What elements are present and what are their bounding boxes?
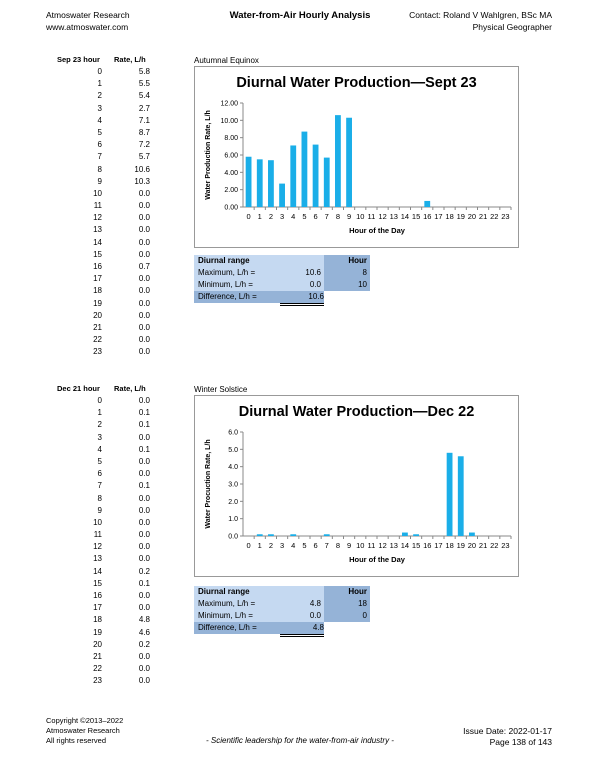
rate-cell: 0.0 xyxy=(138,603,150,613)
website: www.atmoswater.com xyxy=(46,22,129,32)
hour-cell: 20 xyxy=(93,310,102,320)
rate-cell: 4.6 xyxy=(138,627,150,637)
table-row xyxy=(50,164,160,176)
table-row xyxy=(50,115,160,127)
hour-cell: 4 xyxy=(97,115,102,125)
x-tick-label: 20 xyxy=(467,541,477,550)
rate-cell: 0.0 xyxy=(138,651,150,661)
rate-cell: 0.0 xyxy=(138,274,150,284)
rate-cell: 0.1 xyxy=(138,408,150,418)
hour-cell: 5 xyxy=(97,456,102,466)
hour-cell: 13 xyxy=(93,225,102,235)
bar xyxy=(335,115,341,207)
section-label: Autumnal Equinox xyxy=(194,56,259,65)
y-tick-label: 2.0 xyxy=(228,498,238,506)
y-tick-label: 6.00 xyxy=(224,152,238,160)
range-value: 10.6 xyxy=(280,291,324,306)
hour-cell: 22 xyxy=(93,664,102,674)
chart-title: Diurnal Water Production—Dec 22 xyxy=(238,404,475,420)
bar xyxy=(290,534,296,536)
rate-cell: 10.6 xyxy=(134,164,150,174)
table-row xyxy=(50,541,160,553)
x-tick-label: 4 xyxy=(291,541,296,550)
x-tick-label: 2 xyxy=(268,541,274,550)
hour-cell: 14 xyxy=(93,237,102,247)
hour-cell: 12 xyxy=(93,213,102,223)
bar xyxy=(279,184,285,207)
x-tick-label: 15 xyxy=(411,541,421,550)
table-row xyxy=(50,273,160,285)
table-row xyxy=(50,346,160,358)
rate-cell: 0.0 xyxy=(138,676,150,686)
bar xyxy=(257,534,263,536)
hour-cell: 15 xyxy=(93,249,102,259)
chart-dec22 xyxy=(194,395,519,577)
y-tick-label: 8.00 xyxy=(224,135,238,143)
x-tick-label: 14 xyxy=(400,541,410,550)
x-tick-label: 12 xyxy=(378,212,387,221)
x-tick-label: 20 xyxy=(467,212,477,221)
rate-cell: 0.0 xyxy=(138,225,150,235)
hour-cell: 14 xyxy=(93,566,102,576)
table-row xyxy=(50,456,160,468)
y-tick-label: 0.00 xyxy=(224,204,238,212)
chart-dec22-plot xyxy=(195,396,518,576)
hour-cell: 22 xyxy=(93,335,102,345)
rate-cell: 0.0 xyxy=(138,249,150,259)
rate-cell: 0.0 xyxy=(138,493,150,503)
table-row xyxy=(50,78,160,90)
range-value: 0.0 xyxy=(309,280,321,289)
x-tick-label: 17 xyxy=(434,541,443,550)
y-tick-label: 3.0 xyxy=(228,481,238,489)
range-row xyxy=(194,279,370,291)
x-tick-label: 21 xyxy=(478,212,488,221)
rate-cell: 0.0 xyxy=(138,298,150,308)
range-label: Diurnal range xyxy=(198,256,250,265)
table-row xyxy=(50,517,160,529)
range-hour: Hour xyxy=(348,256,367,265)
rate-cell: 0.0 xyxy=(138,286,150,296)
table-row xyxy=(50,493,160,505)
rate-cell: 0.0 xyxy=(138,664,150,674)
hour-cell: 13 xyxy=(93,554,102,564)
table-row xyxy=(50,139,160,151)
bar xyxy=(302,132,308,207)
rate-cell: 0.0 xyxy=(138,591,150,600)
hour-cell: 17 xyxy=(93,603,102,613)
hour-cell: 11 xyxy=(93,201,102,211)
range-label: Minimum, L/h = xyxy=(198,611,253,620)
chart-sept23-plot xyxy=(195,67,518,247)
x-tick-label: 19 xyxy=(456,212,465,221)
range-row xyxy=(194,622,370,634)
hour-cell: 3 xyxy=(97,432,102,442)
hour-cell: 21 xyxy=(93,651,102,661)
x-tick-label: 16 xyxy=(423,212,432,221)
range-row xyxy=(194,255,370,267)
y-axis-label: Water Procuction Rate, L/h xyxy=(205,439,212,529)
range-value: 4.8 xyxy=(280,622,324,637)
range-row xyxy=(194,586,370,598)
table-row xyxy=(50,322,160,334)
rate-cell: 7.1 xyxy=(138,115,150,125)
range-label: Maximum, L/h = xyxy=(198,599,256,608)
table-row xyxy=(50,529,160,541)
x-tick-label: 13 xyxy=(389,541,398,550)
range-value: 10.6 xyxy=(305,268,321,277)
rate-cell: 0.0 xyxy=(138,396,150,405)
table-row xyxy=(50,127,160,139)
chart-title: Diurnal Water Production—Sept 23 xyxy=(236,75,477,91)
hour-cell: 0 xyxy=(97,67,102,76)
table-row xyxy=(50,103,160,115)
y-tick-label: 1.0 xyxy=(228,516,238,524)
rate-cell: 0.0 xyxy=(138,456,150,466)
table-row xyxy=(50,188,160,200)
hourly-rate-list xyxy=(50,66,160,359)
range-value: 4.8 xyxy=(309,599,321,608)
contact: Contact: Roland V Wahlgren, BSc MA xyxy=(409,10,552,20)
table-row xyxy=(50,590,160,602)
hour-cell: 21 xyxy=(93,322,102,332)
range-label: Difference, L/h = xyxy=(198,292,257,301)
hour-cell: 2 xyxy=(97,91,102,101)
table-row xyxy=(50,602,160,614)
range-label: Difference, L/h = xyxy=(198,623,257,632)
page-number: Page 138 of 143 xyxy=(489,737,552,747)
y-axis-label: Water Production Rate, L/h xyxy=(205,110,212,200)
rate-cell: 0.1 xyxy=(138,481,150,491)
x-tick-label: 2 xyxy=(268,212,274,221)
bar xyxy=(402,533,408,536)
x-tick-label: 6 xyxy=(313,541,318,550)
bar xyxy=(246,157,252,207)
x-tick-label: 0 xyxy=(246,212,251,221)
chart-sept23 xyxy=(194,66,519,248)
x-tick-label: 13 xyxy=(389,212,398,221)
rate-cell: 2.7 xyxy=(138,103,150,113)
x-tick-label: 10 xyxy=(356,541,365,550)
hour-cell: 20 xyxy=(93,639,102,649)
hour-cell: 10 xyxy=(93,517,102,527)
rate-cell: 0.0 xyxy=(138,542,150,552)
table-row xyxy=(50,224,160,236)
hour-cell: 10 xyxy=(93,188,102,198)
table-row xyxy=(50,249,160,261)
x-tick-label: 16 xyxy=(423,541,432,550)
bar xyxy=(324,534,330,536)
hour-cell: 18 xyxy=(93,286,102,296)
rate-cell: 0.1 xyxy=(138,578,150,588)
copyright: Copyright ©2013–2022 xyxy=(46,716,124,725)
x-tick-label: 7 xyxy=(324,541,329,550)
range-hour: 8 xyxy=(362,268,367,277)
range-value: 0.0 xyxy=(309,611,321,620)
issue-date: Issue Date: 2022-01-17 xyxy=(463,726,552,736)
table-row xyxy=(50,639,160,651)
table-row xyxy=(50,200,160,212)
x-tick-label: 4 xyxy=(291,212,296,221)
rate-cell: 5.8 xyxy=(138,67,150,76)
range-label: Diurnal range xyxy=(198,587,250,596)
rate-cell: 0.2 xyxy=(138,639,150,649)
y-tick-label: 2.00 xyxy=(224,187,238,195)
rate-column-header: Rate, L/h xyxy=(114,55,146,64)
footer-right xyxy=(463,726,552,748)
x-tick-label: 1 xyxy=(257,541,262,550)
y-tick-label: 10.00 xyxy=(220,117,238,125)
x-axis-label: Hour of the Day xyxy=(349,555,405,564)
x-tick-label: 3 xyxy=(279,541,285,550)
table-row xyxy=(50,566,160,578)
x-tick-label: 17 xyxy=(434,212,443,221)
range-hour: Hour xyxy=(348,587,367,596)
header-right xyxy=(409,9,552,33)
hour-cell: 1 xyxy=(97,79,102,89)
table-row xyxy=(50,651,160,663)
range-hour: 0 xyxy=(362,611,367,620)
x-tick-label: 9 xyxy=(346,212,352,221)
hour-cell: 23 xyxy=(93,676,102,686)
table-row xyxy=(50,310,160,322)
x-tick-label: 0 xyxy=(246,541,251,550)
range-hour: 10 xyxy=(358,280,367,289)
hour-column-header: Dec 21 hour xyxy=(57,384,100,393)
x-tick-label: 23 xyxy=(501,541,510,550)
x-tick-label: 10 xyxy=(356,212,365,221)
table-row xyxy=(50,90,160,102)
rate-column-header: Rate, L/h xyxy=(114,384,146,393)
x-tick-label: 8 xyxy=(335,212,341,221)
hour-cell: 23 xyxy=(93,347,102,357)
table-row xyxy=(50,432,160,444)
hour-column-header: Sep 23 hour xyxy=(57,55,100,64)
rate-cell: 10.3 xyxy=(134,176,150,186)
range-label: Minimum, L/h = xyxy=(198,280,253,289)
rate-cell: 5.4 xyxy=(138,91,150,101)
table-row xyxy=(50,505,160,517)
hour-cell: 9 xyxy=(97,505,102,515)
rate-cell: 0.1 xyxy=(138,420,150,430)
rate-cell: 0.0 xyxy=(138,335,150,345)
range-row xyxy=(194,610,370,622)
bar xyxy=(268,160,274,207)
hour-cell: 19 xyxy=(93,627,102,637)
x-tick-label: 1 xyxy=(257,212,262,221)
table-row xyxy=(50,627,160,639)
x-tick-label: 9 xyxy=(346,541,352,550)
x-tick-label: 11 xyxy=(367,541,376,550)
rate-cell: 0.0 xyxy=(138,188,150,198)
hour-cell: 18 xyxy=(93,615,102,625)
bar xyxy=(346,118,352,207)
rights: All rights reserved xyxy=(46,736,107,745)
rate-cell: 0.0 xyxy=(138,213,150,223)
table-row xyxy=(50,578,160,590)
rate-cell: 0.0 xyxy=(138,347,150,357)
range-label: Maximum, L/h = xyxy=(198,268,256,277)
hour-cell: 7 xyxy=(97,481,102,491)
y-tick-label: 0.0 xyxy=(228,533,238,541)
rate-cell: 0.0 xyxy=(138,530,150,540)
hour-cell: 6 xyxy=(97,469,102,479)
bar xyxy=(424,201,430,207)
range-hour: 18 xyxy=(358,599,367,608)
x-tick-label: 5 xyxy=(302,541,307,550)
x-tick-label: 14 xyxy=(400,212,410,221)
x-tick-label: 23 xyxy=(501,212,510,221)
hourly-rate-list xyxy=(50,395,160,688)
rate-cell: 5.7 xyxy=(138,152,150,162)
page-title: Water-from-Air Hourly Analysis xyxy=(229,10,371,21)
hour-cell: 15 xyxy=(93,578,102,588)
x-axis-label: Hour of the Day xyxy=(349,226,405,235)
hour-cell: 7 xyxy=(97,152,102,162)
hour-cell: 3 xyxy=(97,103,102,113)
x-tick-label: 22 xyxy=(490,541,499,550)
bar xyxy=(458,456,464,536)
range-row xyxy=(194,598,370,610)
range-row xyxy=(194,291,370,303)
rate-cell: 8.7 xyxy=(138,127,150,137)
table-row xyxy=(50,614,160,626)
table-row xyxy=(50,675,160,687)
rate-cell: 0.2 xyxy=(138,566,150,576)
hour-cell: 8 xyxy=(97,493,102,503)
table-row xyxy=(50,444,160,456)
x-tick-label: 11 xyxy=(367,212,376,221)
table-row xyxy=(50,334,160,346)
tagline: - Scientific leadership for the water-from-air industry - xyxy=(206,736,394,745)
x-tick-label: 7 xyxy=(324,212,329,221)
rate-cell: 7.2 xyxy=(138,140,150,150)
table-row xyxy=(50,261,160,273)
hour-cell: 5 xyxy=(97,127,102,137)
footer-org: Atmoswater Research xyxy=(46,726,120,735)
rate-cell: 0.0 xyxy=(138,201,150,211)
y-tick-label: 4.00 xyxy=(224,169,238,177)
hour-cell: 11 xyxy=(93,530,102,540)
y-tick-label: 5.0 xyxy=(228,446,238,454)
x-tick-label: 18 xyxy=(445,541,454,550)
x-tick-label: 19 xyxy=(456,541,465,550)
section-label: Winter Solstice xyxy=(194,385,248,394)
table-row xyxy=(50,480,160,492)
table-row xyxy=(50,176,160,188)
rate-cell: 0.7 xyxy=(138,262,150,271)
hour-cell: 0 xyxy=(97,396,102,405)
rate-cell: 0.1 xyxy=(138,444,150,454)
table-row xyxy=(50,298,160,310)
y-tick-label: 12.00 xyxy=(220,100,238,108)
table-row xyxy=(50,553,160,565)
table-row xyxy=(50,663,160,675)
rate-cell: 0.0 xyxy=(138,505,150,515)
x-tick-label: 21 xyxy=(478,541,488,550)
rate-cell: 0.0 xyxy=(138,469,150,479)
x-tick-label: 15 xyxy=(411,212,421,221)
hour-cell: 19 xyxy=(93,298,102,308)
table-row xyxy=(50,237,160,249)
bar xyxy=(469,533,475,536)
rate-cell: 0.0 xyxy=(138,237,150,247)
bar xyxy=(257,159,263,207)
hour-cell: 8 xyxy=(97,164,102,174)
hour-cell: 16 xyxy=(93,262,102,271)
table-row xyxy=(50,66,160,78)
role: Physical Geographer xyxy=(472,22,552,32)
hour-cell: 4 xyxy=(97,444,102,454)
rate-cell: 0.0 xyxy=(138,310,150,320)
hour-cell: 6 xyxy=(97,140,102,150)
rate-cell: 0.0 xyxy=(138,517,150,527)
table-row xyxy=(50,419,160,431)
rate-cell: 0.0 xyxy=(138,322,150,332)
x-tick-label: 22 xyxy=(490,212,499,221)
rate-cell: 0.0 xyxy=(138,554,150,564)
y-tick-label: 6.0 xyxy=(228,429,238,437)
table-row xyxy=(50,285,160,297)
bar xyxy=(413,534,419,536)
bar xyxy=(313,145,319,207)
hour-cell: 16 xyxy=(93,591,102,600)
org-name: Atmoswater Research xyxy=(46,10,130,20)
hour-cell: 2 xyxy=(97,420,102,430)
range-row xyxy=(194,267,370,279)
bar xyxy=(324,158,330,207)
x-tick-label: 6 xyxy=(313,212,318,221)
rate-cell: 5.5 xyxy=(138,79,150,89)
table-row xyxy=(50,468,160,480)
table-row xyxy=(50,395,160,407)
x-tick-label: 5 xyxy=(302,212,307,221)
hour-cell: 12 xyxy=(93,542,102,552)
hour-cell: 17 xyxy=(93,274,102,284)
rate-cell: 0.0 xyxy=(138,432,150,442)
table-row xyxy=(50,151,160,163)
rate-cell: 4.8 xyxy=(138,615,150,625)
x-tick-label: 12 xyxy=(378,541,387,550)
x-tick-label: 8 xyxy=(335,541,341,550)
table-row xyxy=(50,407,160,419)
bar xyxy=(268,534,274,536)
bar xyxy=(290,145,296,207)
y-tick-label: 4.0 xyxy=(228,464,238,472)
bar xyxy=(447,453,453,536)
hour-cell: 1 xyxy=(97,408,102,418)
table-row xyxy=(50,212,160,224)
hour-cell: 9 xyxy=(97,176,102,186)
x-tick-label: 3 xyxy=(279,212,285,221)
x-tick-label: 18 xyxy=(445,212,454,221)
